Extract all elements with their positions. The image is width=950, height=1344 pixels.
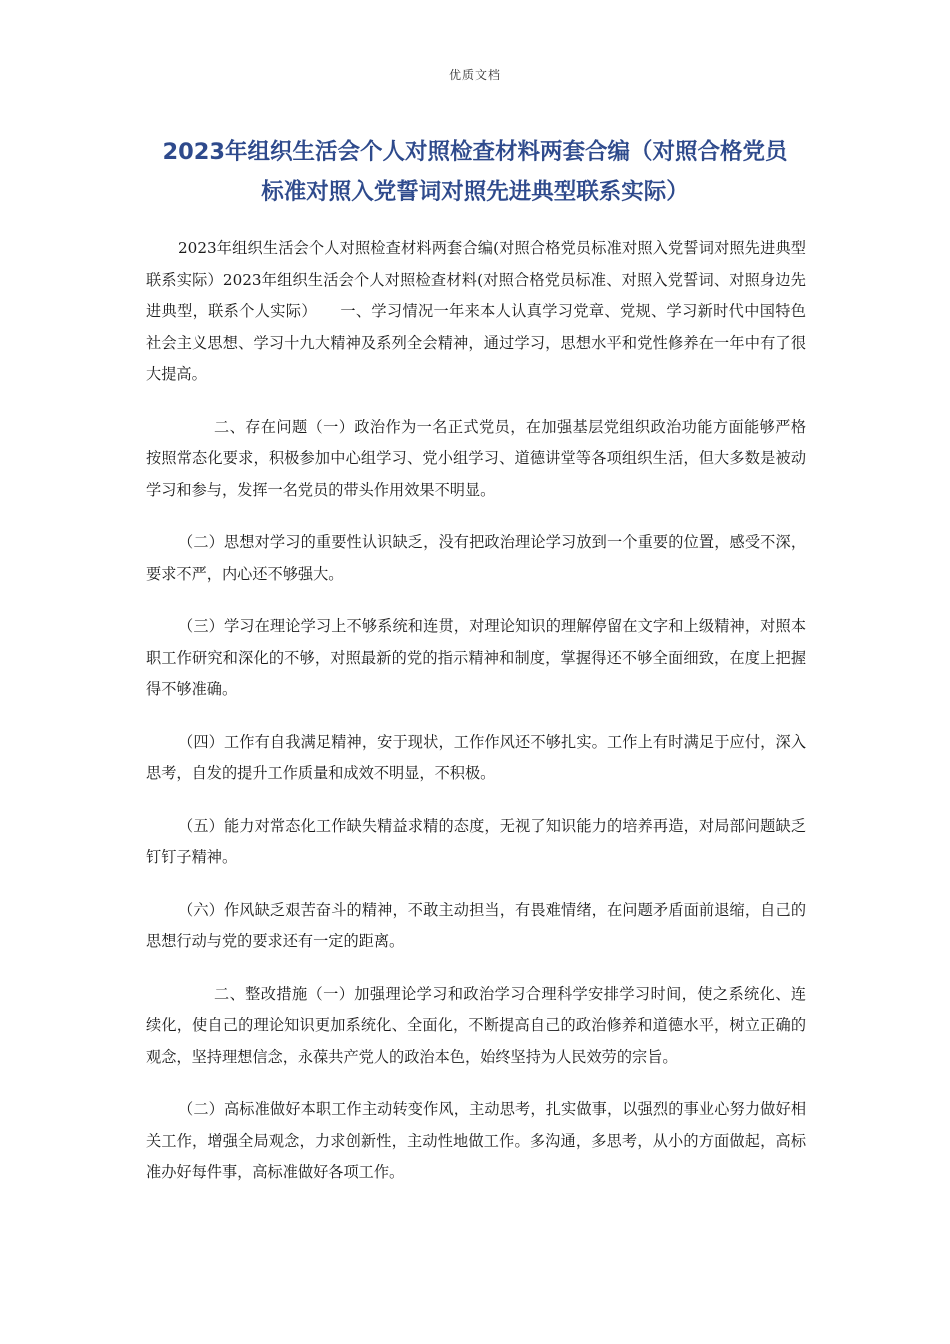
paragraph-problems-ability: （五）能力对常态化工作缺失精益求精的态度，无视了知识能力的培养再造，对局部问题缺乏钉钉子精神。 bbox=[146, 816, 806, 866]
document-body bbox=[146, 233, 806, 1210]
paragraph-problems-study: （三）学习在理论学习上不够系统和连贯，对理论知识的理解停留在文字和上级精神，对照本职工作研究和深化的不够，对照最新的党的指示精神和制度，掌握得还不够全面细致，在度上把握得不够准确。 bbox=[146, 617, 806, 698]
page-header-label: 优质文档 bbox=[448, 68, 501, 82]
paragraph-problems-work: （四）工作有自我满足精神，安于现状，工作作风还不够扎实。工作上有时满足于应付，深入思考，自发的提升工作质量和成效不明显，不积极。 bbox=[146, 732, 806, 782]
document-title bbox=[120, 132, 830, 212]
paragraph-problems-politics: 二、存在问题（一）政治作为一名正式党员，在加强基层党组织政治功能方面能够严格按照常态化要求，积极参加中心组学习、党小组学习、道德讲堂等各项组织生活，但大多数是被动学习和参与，发挥一名党员的带头作用效果不明显。 bbox=[146, 417, 806, 499]
paragraph-problems-thought: （二）思想对学习的重要性认识缺乏，没有把政治理论学习放到一个重要的位置，感受不深，要求不严，内心还不够强大。 bbox=[146, 533, 806, 583]
paragraph-problems-style: （六）作风缺乏艰苦奋斗的精神，不敢主动担当，有畏难情绪，在问题矛盾面前退缩，自己的思想行动与党的要求还有一定的距离。 bbox=[146, 900, 806, 950]
document-title-line-1: 2023年组织生活会个人对照检查材料两套合编（对照合格党员 bbox=[162, 139, 788, 165]
paragraph-intro: 2023年组织生活会个人对照检查材料两套合编(对照合格党员标准对照入党誓词对照先进典型联系实际）2023年组织生活会个人对照检查材料(对照合格党员标准、对照入党誓词、对照身边先进典型，联系个人实际） 一、学习情况一年来本人认真学习党章、党规、学习新时代中国特色社会主义思想、学习十九大精神及系列全会精神，通过学习，思想水平和党性修养在一年中有了很大提高。 bbox=[146, 239, 806, 383]
paragraph-measures-work: （二）高标准做好本职工作主动转变作风，主动思考，扎实做事，以强烈的事业心努力做好相关工作，增强全局观念，力求创新性，主动性地做工作。多沟通，多思考，从小的方面做起，高标准办好每件事，高标准做好各项工作。 bbox=[146, 1100, 806, 1181]
paragraph-measures-study: 二、整改措施（一）加强理论学习和政治学习合理科学安排学习时间，使之系统化、连续化，使自己的理论知识更加系统化、全面化，不断提高自己的政治修养和道德水平，树立正确的观念，坚持理想信念，永葆共产党人的政治本色，始终坚持为人民效劳的宗旨。 bbox=[146, 984, 806, 1066]
document-title-line-2: 标准对照入党誓词对照先进典型联系实际） bbox=[261, 179, 689, 205]
